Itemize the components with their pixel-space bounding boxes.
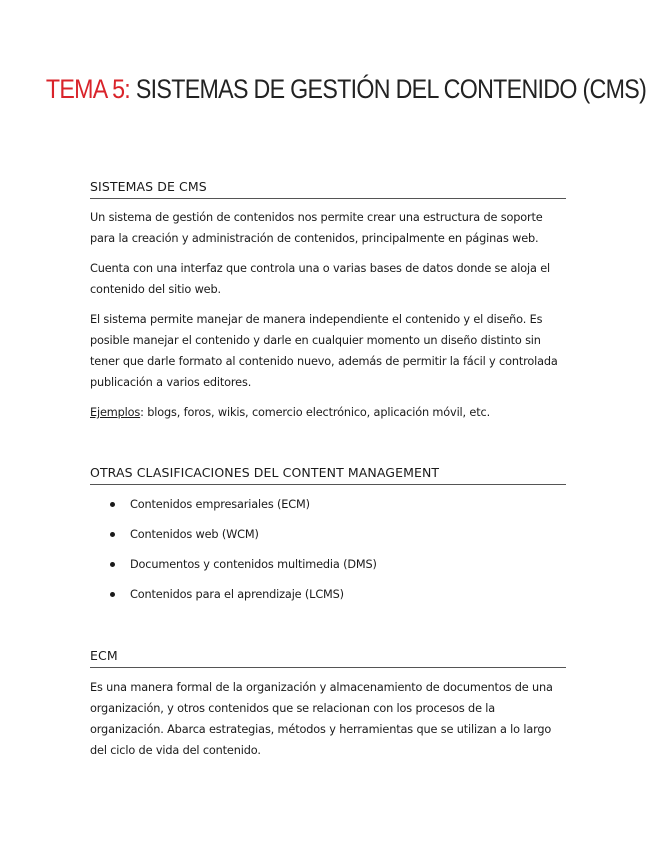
bullet-dot-icon (110, 562, 115, 567)
list-item (90, 554, 570, 584)
paragraph-sistema: El sistema permite manejar de manera independiente el contenido y el diseño. Es posible manejar el contenido y darle en cualquier momento un diseño distinto sin tener que darle formato al contenido nuevo, además de permitir la fácil y controlada publicación a varios editores. (90, 313, 558, 389)
paragraph-interfaz: Cuenta con una interfaz que controla una o varias bases de datos donde se aloja el contenido del sitio web. (90, 262, 551, 296)
list-item (90, 524, 570, 554)
list-item (90, 494, 570, 524)
bullet-dot-icon (110, 532, 115, 537)
title-prefix: TEMA 5: (45, 74, 131, 104)
list-item-text: Contenidos web (WCM) (130, 528, 259, 541)
title-main: SISTEMAS DE GESTIÓN DEL CONTENIDO (CMS) (130, 74, 647, 104)
list-item-text: Documentos y contenidos multimedia (DMS) (130, 558, 377, 571)
section-heading-sistemas-cms: SISTEMAS DE CMS (90, 179, 566, 199)
bullet-dot-icon (110, 502, 115, 507)
section-heading-ecm: ECM (90, 648, 566, 668)
paragraph-intro: Un sistema de gestión de contenidos nos permite crear una estructura de soporte para la creación y administración de contenidos, principalmente en páginas web. (90, 211, 543, 245)
section-heading-otras-clasificaciones: OTRAS CLASIFICACIONES DEL CONTENT MANAGEMENT (90, 465, 566, 485)
list-item-text: Contenidos para el aprendizaje (LCMS) (130, 588, 344, 601)
paragraph-ecm: Es una manera formal de la organización y almacenamiento de documentos de una organización, y otros contenidos que se relacionan con los procesos de la organización. Abarca estrategias, métodos y herramientas que se utilizan a lo largo del ciclo de vida del contenido. (90, 681, 553, 757)
bullet-dot-icon (110, 592, 115, 597)
classification-list (90, 494, 570, 614)
examples-text: : blogs, foros, wikis, comercio electrónico, aplicación móvil, etc. (140, 406, 491, 419)
paragraph-ejemplos (90, 402, 570, 423)
page-title (45, 74, 647, 105)
examples-label: Ejemplos (90, 406, 141, 419)
list-item (90, 584, 570, 614)
list-item-text: Contenidos empresariales (ECM) (130, 498, 310, 511)
